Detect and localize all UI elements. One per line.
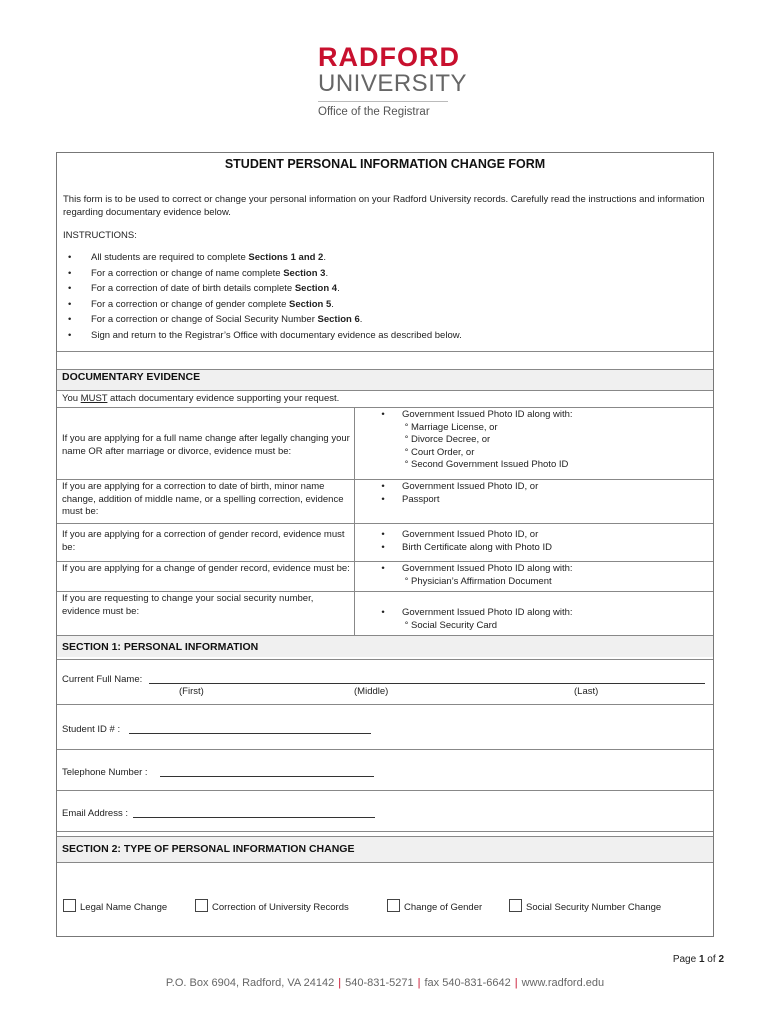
evidence-condition: If you are applying for a correction to date of birth, minor name change, addition of middle name, or a spelling correction, evidence must be: [62,481,344,517]
evidence-subitem [364,620,704,633]
radford-logo [318,42,468,118]
evidence-item-text: Government Issued Photo ID along with: [402,607,573,618]
option-correction-records[interactable]: Correction of University Records [195,899,373,913]
divider [57,523,713,524]
evidence-subitem [364,434,704,447]
circle-bullet-icon: ° [404,421,409,433]
evidence-item [364,529,704,542]
checkbox[interactable] [63,899,76,912]
evidence-subitem-text: Court Order, or [411,446,475,458]
instructions-label: INSTRUCTIONS: [63,230,137,241]
bullet-icon: • [381,409,385,420]
evidence-subitem-text: Divorce Decree, or [411,434,491,445]
instruction-item [67,328,462,344]
instruction-text: For a correction or change of name complete Section 3. [91,267,329,279]
bullet-icon: • [381,607,385,618]
footer-phone: 540-831-5271 [345,977,414,989]
instruction-text: For a correction or change of gender complete Section 5. [91,298,334,310]
evidence-note: You MUST attach documentary evidence supporting your request. [62,393,340,404]
divider [57,836,713,837]
evidence-item-text: Birth Certificate along with Photo ID [402,541,552,553]
instruction-text: For a correction of date of birth details complete Section 4. [91,283,340,294]
first-name-caption: (First) [179,686,204,697]
logo-rule [318,101,448,102]
evidence-requirements [364,409,704,472]
section2-heading: SECTION 2: TYPE OF PERSONAL INFORMATION CHANGE [62,843,355,855]
evidence-item [364,563,704,576]
evidence-item-text: Government Issued Photo ID, or [402,529,539,540]
bullet-icon: • [68,314,72,325]
evidence-subitem-text: Marriage License, or [411,421,498,433]
full-name-label: Current Full Name: [62,674,143,685]
last-name-caption: (Last) [574,686,599,697]
divider [57,351,713,352]
evidence-condition: If you are applying for a change of gender record, evidence must be: [62,563,350,574]
change-type-options [63,899,675,913]
instruction-item [67,266,462,282]
middle-name-caption: (Middle) [354,686,389,697]
bullet-icon: • [68,283,72,294]
page-number: Page 1 of 2 [672,954,724,965]
divider [57,704,713,705]
divider [57,790,713,791]
bullet-icon: • [68,252,72,263]
divider [57,479,713,480]
divider [57,659,713,660]
evidence-subitem [364,447,704,460]
instruction-text: Sign and return to the Registrar’s Office with documentary evidence as described below. [91,329,462,341]
telephone-label: Telephone Number : [62,767,148,778]
student-id-field[interactable] [129,724,371,734]
circle-bullet-icon: ° [404,575,409,587]
divider [57,390,713,391]
student-id-label: Student ID # : [62,724,121,735]
checkbox[interactable] [195,899,208,912]
section1-heading: SECTION 1: PERSONAL INFORMATION [62,641,259,653]
evidence-item-text: Passport [402,493,440,505]
footer-web[interactable]: www.radford.edu [521,977,605,989]
instruction-item [67,312,462,328]
email-field[interactable] [133,808,375,818]
evidence-item [364,494,704,507]
table-vertical-divider [354,407,355,635]
evidence-condition: If you are applying for a correction of gender record, evidence must be: [62,529,345,553]
logo-office: Office of the Registrar [318,106,430,118]
circle-bullet-icon: ° [404,434,409,445]
email-label: Email Address : [62,808,128,819]
option-ssn-change[interactable]: Social Security Number Change [509,899,661,913]
circle-bullet-icon: ° [404,619,409,631]
evidence-subitem-text: Second Government Issued Photo ID [411,459,569,470]
divider [57,749,713,750]
bullet-icon: • [381,563,385,574]
evidence-item [364,409,704,422]
bullet-icon: • [381,493,385,505]
evidence-condition: If you are applying for a full name change after legally changing your name OR after marriage or divorce, evidence must be: [62,433,350,457]
divider [57,831,713,832]
evidence-condition: If you are requesting to change your social security number, evidence must be: [62,593,314,617]
divider [57,561,713,562]
evidence-item [364,542,704,555]
divider [57,635,713,636]
evidence-item-text: Government Issued Photo ID along with: [402,563,573,574]
evidence-subitem-text: Physician’s Affirmation Document [411,575,552,587]
full-name-field[interactable] [149,674,705,684]
evidence-subitem [364,422,704,435]
checkbox[interactable] [387,899,400,912]
instruction-item [67,281,462,297]
evidence-requirements [364,563,704,588]
divider [57,591,713,592]
evidence-item-text: Government Issued Photo ID, or [402,481,539,492]
divider [57,862,713,863]
bullet-icon: • [68,329,72,341]
evidence-heading: DOCUMENTARY EVIDENCE [62,371,201,383]
option-legal-name[interactable]: Legal Name Change [63,899,181,913]
circle-bullet-icon: ° [404,446,409,458]
form-intro: This form is to be used to correct or change your personal information on your Radford University records. Carefully read the instructions and information regarding documentary evidence below. [63,194,705,218]
logo-radford: RADFORD [318,42,460,72]
evidence-requirements [364,481,704,506]
footer-address: P.O. Box 6904, Radford, VA 24142 [165,977,335,989]
evidence-item [364,607,704,620]
instruction-text: For a correction or change of Social Security Number Section 6. [91,314,363,325]
bullet-icon: • [68,267,72,279]
circle-bullet-icon: ° [404,459,409,470]
bullet-icon: • [68,298,72,310]
bullet-icon: • [381,481,385,492]
evidence-item-text: Government Issued Photo ID along with: [402,409,573,420]
evidence-item [364,481,704,494]
evidence-requirements [364,529,704,554]
evidence-subitem-text: Social Security Card [411,619,498,631]
form-title: STUDENT PERSONAL INFORMATION CHANGE FORM [224,157,546,171]
evidence-subitem [364,459,704,472]
divider [57,369,713,370]
instruction-item [67,297,462,313]
logo-university: UNIVERSITY [318,70,468,97]
change-form [56,152,714,937]
instruction-item [67,250,462,266]
checkbox[interactable] [509,899,522,912]
bullet-icon: • [381,529,385,540]
evidence-requirements [364,607,704,632]
instructions-list [67,250,462,343]
footer-fax: fax 540-831-6642 [424,977,511,989]
evidence-subitem [364,576,704,589]
footer: P.O. Box 6904, Radford, VA 24142 | 540-831-5271 | fax 540-831-6642 | www.radford.edu [165,977,605,989]
instruction-text: All students are required to complete Sections 1 and 2. [91,252,326,263]
bullet-icon: • [381,541,385,553]
divider [57,407,713,408]
option-change-gender[interactable]: Change of Gender [387,899,495,913]
telephone-field[interactable] [160,767,374,777]
